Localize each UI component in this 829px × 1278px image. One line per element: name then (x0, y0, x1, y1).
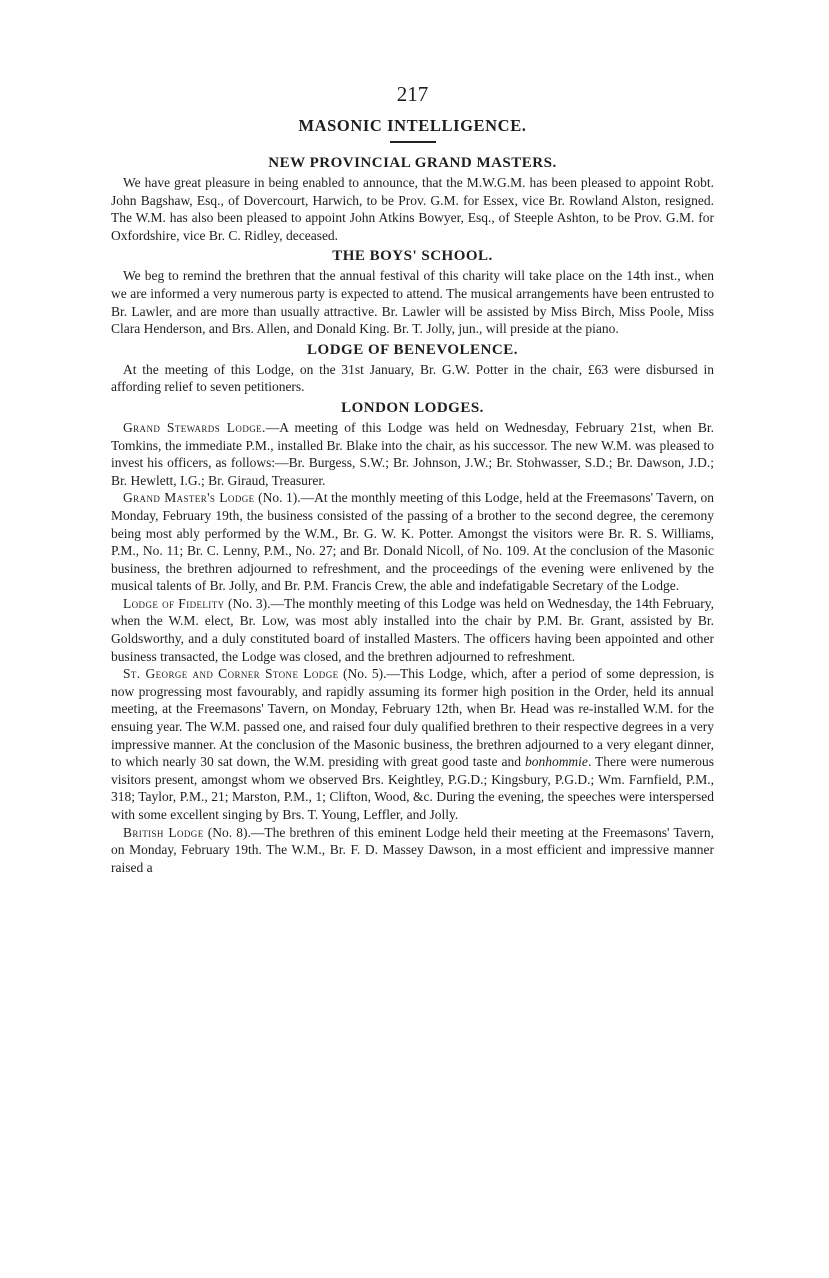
section-heading: THE BOYS' SCHOOL. (332, 248, 493, 265)
section-heading: LONDON LODGES. (341, 399, 484, 416)
paragraph: We beg to remind the brethren that the annual festival of this charity will take place on the 14th inst., when we are informed a very numerous party is expected to attend. The musical arrangements have been entrusted to Br. Lawler, and are more than usually attractive. Br. Lawler will be assisted by Miss Birch, Miss Poole, Miss Clara Henderson, and Brs. Allen, and Donald King. Br. T. Jolly, jun., will preside at the piano. (111, 268, 714, 337)
section-london-lodges (111, 399, 714, 876)
lodge-name: Grand Stewards Lodge. (123, 419, 266, 435)
paragraph: At the meeting of this Lodge, on the 31st January, Br. G.W. Potter in the chair, £63 were disbursed in affording relief to seven petitioners. (111, 361, 714, 395)
lodge-text: (No. 5).—This Lodge, which, after a period of some depression, is now progressing most favourably, and rapidly assuming its former high position in the Order, held its annual meeting, at the Freemasons' Tavern, on Monday, February 12th, when Br. Head was re-installed W.M. for the ensuing year. The W.M. passed one, and raised four duly qualified brethren to their respective degrees in a very impressive manner. At the conclusion of the Masonic business, the brethren adjourned to a very elegant dinner, to which nearly 30 sat down, the W.M. presiding with great good taste and (111, 666, 714, 770)
lodge-entry-british (111, 824, 714, 877)
section-heading: NEW PROVINCIAL GRAND MASTERS. (268, 155, 557, 171)
paragraph: We have great pleasure in being enabled to announce, that the M.W.G.M. has been pleased to appoint Robt. John Bagshaw, Esq., of Dovercourt, Harwich, to be Prov. G.M. for Essex, vice Br. Rowland Alston, resigned. The W.M. has also been pleased to appoint John Atkins Bowyer, Esq., of Steeple Ashton, to be Prov. G.M. for Oxfordshire, vice Br. C. Ridley, deceased. (111, 175, 714, 243)
lodge-name: British Lodge (123, 824, 204, 840)
section-heading: LODGE OF BENEVOLENCE. (307, 341, 518, 358)
lodge-entry-grand-stewards (111, 419, 714, 489)
page-number: 217 (396, 82, 429, 106)
lodge-text-continued: . There were numerous visitors present, amongst whom we observed Brs. Keightley, P.G.D.; Kingsbury, P.G.D.; Wm. Farnfield, P.M., 318; Taylor, P.M., 21; Marston, P.M., 1; Clifton, Wood, &c. During the evening, the speeches were interspersed with some excellent singing by Brs. T. Young, Leffler, and Jolly. (111, 754, 714, 822)
lodge-text: (No. 1).—At the monthly meeting of this Lodge, held at the Freemasons' Tavern, on Monday, February 19th, the business consisted of the passing of a brother to the second degree, the ceremony being most ably performed by the W.M., Br. G. W. K. Potter. Amongst the visitors were Br. R. S. Williams, P.M., No. 11; Br. C. Lenny, P.M., No. 27; and Br. Donald Nicoll, of No. 109. At the conclusion of the Masonic business, the brethren adjourned to refreshment, and the proceedings of the evening were enlivened by the musical talents of Br. Jolly, and Br. P.M. Francis Crew, the able and indefatigable Secretary of the Lodge. (111, 490, 715, 594)
page-title: MASONIC INTELLIGENCE. (298, 116, 527, 135)
section-provincial-grand-masters (111, 154, 714, 244)
lodge-entry-fidelity (111, 595, 714, 665)
lodge-text: —A meeting of this Lodge was held on Wednesday, February 21st, when Br. Tomkins, the immediate P.M., installed Br. Blake into the chair, as his successor. The new W.M. was pleased to invest his officers, as follows:—Br. Burgess, S.W.; Br. Johnson, J.W.; Br. Stohwasser, S.D.; Br. Dawson, J.D.; Br. Hewlett, I.G.; Br. Giraud, Treasurer. (111, 419, 714, 488)
lodge-name: St. George and Corner Stone Lodge (123, 666, 339, 682)
title-rule (390, 141, 436, 143)
emphasis-text: bonhommie (524, 754, 588, 770)
lodge-entry-grand-masters (111, 489, 714, 595)
section-boys-school (111, 247, 714, 337)
lodge-name: Grand Master's Lodge (123, 490, 255, 506)
lodge-text: (No. 3).—The monthly meeting of this Lodge was held on Wednesday, the 14th February, when the W.M. elect, Br. Low, was most ably installed into the chair by P.M. Br. Grant, assisted by Br. Goldsworthy, and a duly constituted board of installed Masters. The officers having been appointed and other business transacted, the Lodge was closed, and the brethren adjourned to refreshment. (111, 595, 714, 664)
lodge-entry-st-george (111, 665, 714, 823)
lodge-name: Lodge of Fidelity (123, 595, 225, 611)
lodge-text: (No. 8).—The brethren of this eminent Lodge held their meeting at the Freemasons' Tavern, on Monday, February 19th. The W.M., Br. F. D. Massey Dawson, in a most efficient and impressive manner raised a (111, 824, 714, 875)
section-lodge-of-benevolence (111, 341, 714, 396)
